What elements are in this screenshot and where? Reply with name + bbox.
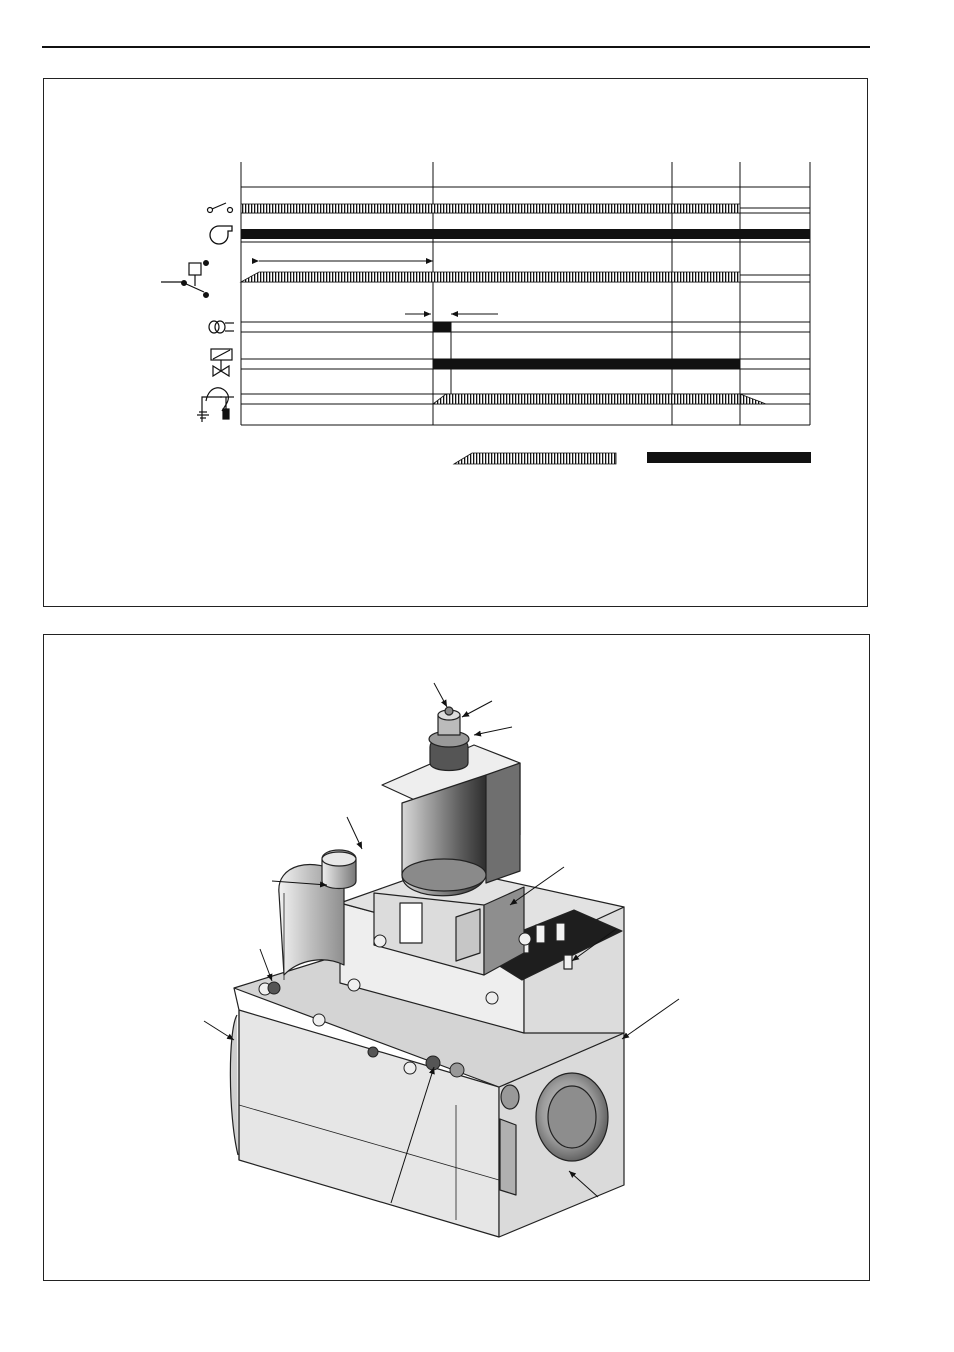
gas-valve-solenoid-icon — [211, 349, 232, 376]
hatched-ramp-swatch — [454, 453, 616, 464]
flame-sense-bar — [433, 394, 740, 404]
pressure-switch-bar — [241, 272, 740, 282]
timing-diagram-panel — [43, 78, 868, 607]
page-header-rule — [42, 46, 870, 48]
gas-valve-cutaway — [44, 635, 871, 1282]
blower-icon — [210, 226, 232, 244]
solid-black-swatch — [647, 452, 811, 463]
pressure-switch-icon — [161, 261, 208, 298]
blower-bar — [241, 229, 810, 239]
timing-diagram — [44, 79, 869, 608]
igniter-pulse — [433, 322, 451, 332]
gas-valve-illustration-panel — [43, 634, 870, 1281]
flame-sensor-icon — [197, 388, 234, 422]
thermostat-switch-icon — [208, 203, 233, 213]
thermostat-call-bar — [241, 204, 740, 213]
phase-dividers — [241, 162, 810, 425]
igniter-coil-icon — [209, 321, 234, 333]
gas-valve-bar — [433, 359, 740, 369]
